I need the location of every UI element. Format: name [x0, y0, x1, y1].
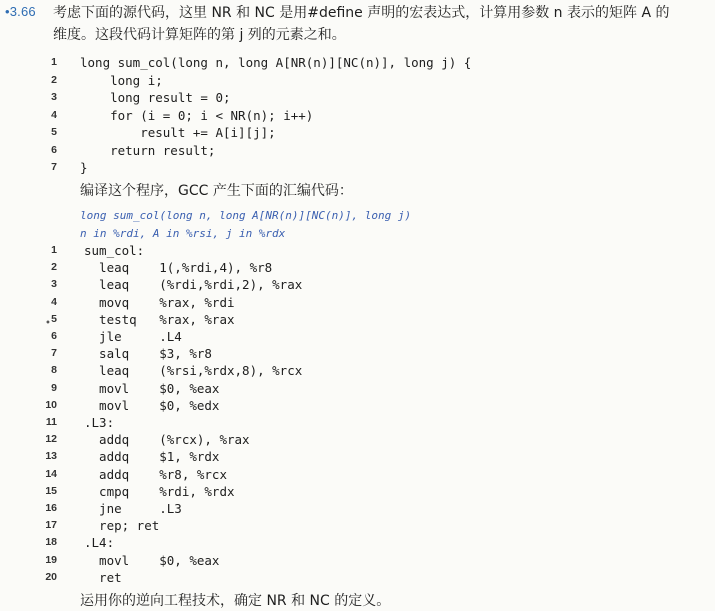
asm-line-number: 1 [51, 244, 57, 256]
asm-code-line: .L3: [84, 415, 115, 430]
c-line-number: 7 [51, 161, 57, 173]
asm-line-number: 13 [45, 450, 57, 463]
c-line-number: 2 [51, 73, 57, 86]
asm-code-line: movl $0, %edx [84, 397, 220, 413]
asm-line-number: 8 [51, 364, 57, 377]
c-code-line: long sum_col(long n, long A[NR(n)][NC(n)], long j) { [80, 55, 472, 70]
c-line-number: 5 [51, 126, 57, 138]
asm-code-line: jne .L3 [84, 501, 182, 516]
asm-line-number: 16 [45, 502, 57, 514]
asm-line-number: 15 [45, 484, 57, 497]
asm-code-line: jle .L4 [84, 329, 182, 344]
asm-code-line: testq %rax, %rax [84, 311, 235, 327]
asm-code-line: sum_col: [84, 243, 145, 258]
asm-code-line: leaq (%rdi,%rdi,2), %rax [84, 277, 303, 293]
intro-line-1: 考虑下面的源代码，这里 NR 和 NC 是用#define 声明的宏表达式，计算用参数 n 表示的矩阵 A 的 [53, 5, 670, 21]
asm-code-line: movq %rax, %rdi [84, 294, 235, 310]
asm-line-number: 9 [51, 381, 57, 394]
assembly-intro-text: 编译这个程序，GCC 产生下面的汇编代码： [80, 183, 353, 199]
asm-code-line: addq $1, %rdx [84, 449, 220, 465]
asm-code-line: salq $3, %r8 [84, 346, 212, 362]
asm-line-number: 5 [51, 312, 57, 325]
asm-code-line: leaq (%rsi,%rdx,8), %rcx [84, 363, 303, 379]
asm-line-number: 4 [51, 295, 57, 308]
asm-comment-signature: long sum_col(long n, long A[NR(n)][NC(n)], long j) [80, 209, 412, 222]
asm-line-number: 2 [51, 261, 57, 274]
asm-line-number: 7 [51, 347, 57, 360]
asm-line-number: 14 [45, 467, 57, 480]
asm-line-number: 6 [51, 330, 57, 342]
asm-line-number: 17 [45, 519, 57, 532]
problem-number: •3.66 [5, 4, 36, 19]
asm-line-number: 18 [45, 536, 57, 549]
c-code-line: return result; [80, 142, 216, 158]
c-code-line: long result = 0; [80, 90, 231, 105]
c-line-number: 4 [51, 108, 57, 121]
asm-line-number: 11 [45, 416, 57, 428]
c-code-line: } [80, 160, 88, 175]
asm-code-line: ret [84, 569, 122, 585]
asm-line-number: 10 [45, 398, 57, 411]
asm-code-line: cmpq %rdi, %rdx [84, 483, 235, 499]
c-code-line: for (i = 0; i < NR(n); i++) [80, 107, 314, 123]
asm-code-line: addq (%rcx), %rax [84, 432, 250, 448]
asm-line-number: 20 [45, 570, 57, 583]
asm-code-line: addq %r8, %rcx [84, 466, 227, 482]
c-line-number: 6 [51, 143, 57, 156]
asm-code-line: leaq 1(,%rdi,4), %r8 [84, 260, 273, 276]
asm-comment-registers: n in %rdi, A in %rsi, j in %rdx [80, 227, 286, 240]
asm-line-number: 3 [51, 278, 57, 291]
asm-code-line: movl $0, %eax [84, 380, 220, 396]
asm-code-line: .L4: [84, 535, 115, 551]
question-text: 运用你的逆向工程技术，确定 NR 和 NC 的定义。 [80, 593, 391, 609]
c-line-number: 3 [51, 91, 57, 103]
c-code-line: long i; [80, 72, 163, 88]
c-line-number: 1 [51, 56, 57, 68]
margin-mark: • [45, 318, 51, 329]
intro-line-2: 维度。这段代码计算矩阵的第 j 列的元素之和。 [53, 27, 346, 43]
asm-code-line: rep; ret [84, 518, 160, 534]
asm-line-number: 19 [45, 553, 57, 566]
asm-line-number: 12 [45, 433, 57, 446]
c-code-line: result += A[i][j]; [80, 125, 276, 140]
asm-code-line: movl $0, %eax [84, 552, 220, 568]
